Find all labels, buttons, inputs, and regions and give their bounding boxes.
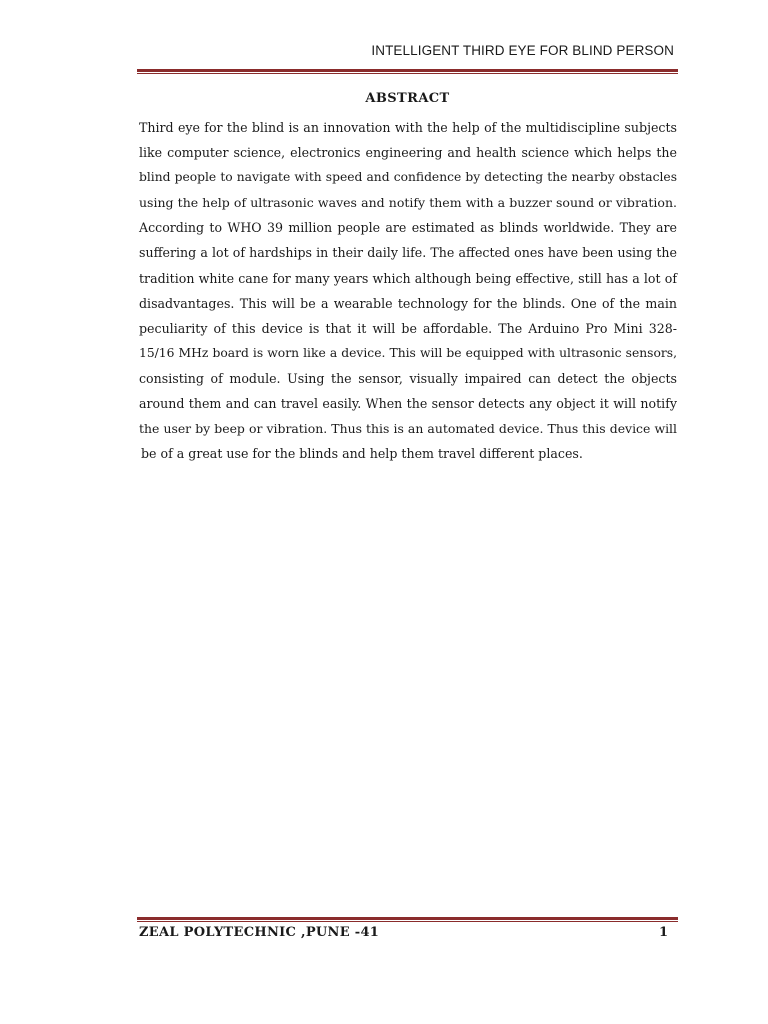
footer-institution: ZEAL POLYTECHNIC ,PUNE -41 — [139, 925, 380, 940]
abstract-line: be of a great use for the blinds and help them travel different places. — [141, 446, 583, 462]
abstract-heading: ABSTRACT — [365, 91, 450, 106]
header-divider — [137, 69, 678, 74]
abstract-line: According to WHO 39 million people are estimated as blinds worldwide. They are — [139, 220, 677, 236]
footer-divider — [137, 917, 678, 922]
abstract-line: like computer science, electronics engineering and health science which helps the — [139, 145, 677, 161]
abstract-line: suffering a lot of hardships in their daily life. The affected ones have been using the — [139, 245, 677, 261]
abstract-line: using the help of ultrasonic waves and notify them with a buzzer sound or vibration. — [139, 195, 677, 211]
abstract-line: blind people to navigate with speed and confidence by detecting the nearby obstacles — [139, 170, 677, 185]
abstract-line: 15/16 MHz board is worn like a device. This will be equipped with ultrasonic sensors, — [139, 345, 677, 360]
page-number: 1 — [658, 925, 668, 940]
abstract-line: disadvantages. This will be a wearable technology for the blinds. One of the main — [139, 295, 677, 311]
abstract-line: the user by beep or vibration. Thus this is an automated device. Thus this device will — [139, 421, 677, 437]
abstract-line: Third eye for the blind is an innovation with the help of the multidiscipline subjects — [139, 120, 677, 135]
abstract-line: tradition white cane for many years which although being effective, still has a lot of — [139, 270, 677, 286]
abstract-line: peculiarity of this device is that it will be affordable. The Arduino Pro Mini 328- — [139, 320, 677, 336]
abstract-line: consisting of module. Using the sensor, visually impaired can detect the objects — [139, 370, 677, 386]
abstract-line: around them and can travel easily. When the sensor detects any object it will notify — [139, 396, 677, 412]
running-header-title: INTELLIGENT THIRD EYE FOR BLIND PERSON — [371, 43, 674, 58]
abstract-body — [139, 115, 677, 466]
